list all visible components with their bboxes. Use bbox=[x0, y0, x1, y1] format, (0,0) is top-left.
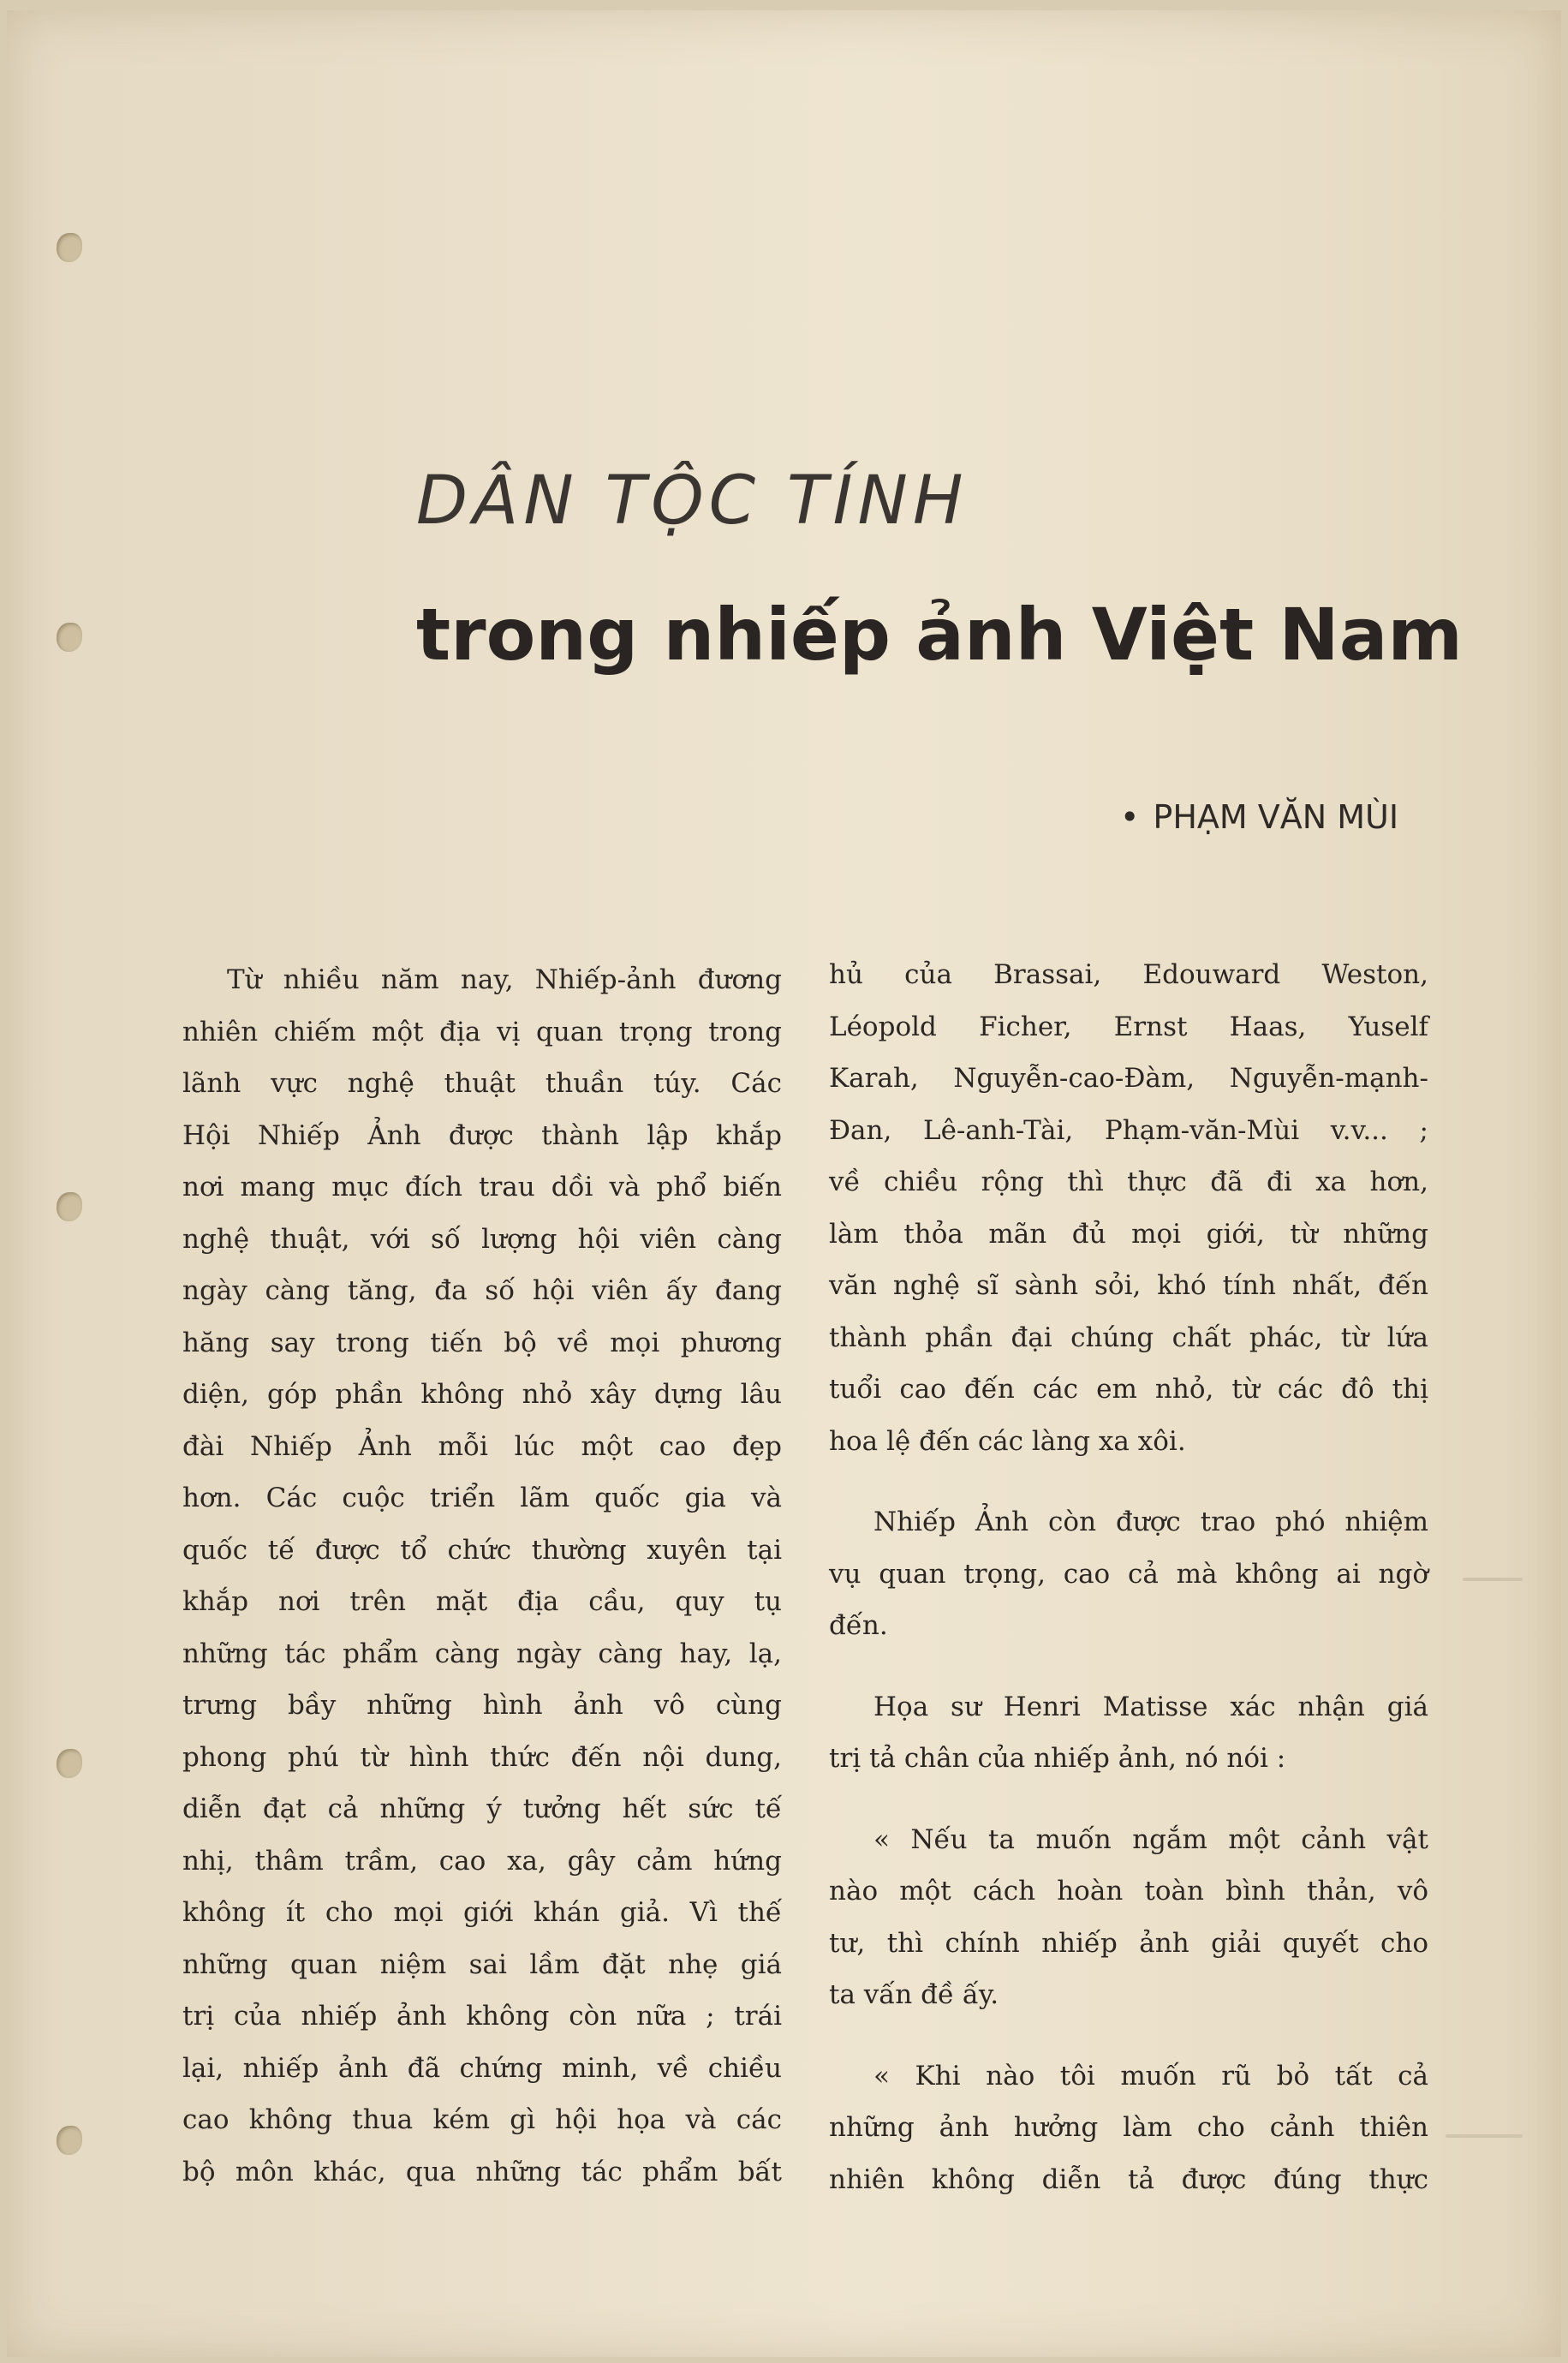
text-line: trưng bầy những hình ảnh vô cùng bbox=[182, 1690, 782, 1721]
paper-crease bbox=[1446, 2134, 1523, 2138]
text-line: khắp nơi trên mặt địa cầu, quy tụ bbox=[182, 1586, 782, 1617]
text-line: văn nghệ sĩ sành sỏi, khó tính nhất, đến bbox=[829, 1270, 1428, 1301]
text-line: trị của nhiếp ảnh không còn nữa ; trái bbox=[182, 2001, 782, 2032]
text-line: hoa lệ đến các làng xa xôi. bbox=[829, 1425, 1186, 1457]
text-line: trị tả chân của nhiếp ảnh, nó nói : bbox=[829, 1743, 1286, 1774]
text-line: phong phú từ hình thức đến nội dung, bbox=[182, 1741, 782, 1773]
paragraph-gap bbox=[829, 1467, 1428, 1496]
text-line: bộ môn khác, qua những tác phẩm bất bbox=[182, 2156, 782, 2187]
text-line: ta vấn đề ấy. bbox=[829, 1979, 999, 2010]
paragraph-gap bbox=[829, 1785, 1428, 1814]
paper-crease bbox=[1463, 1578, 1523, 1581]
text-line: những quan niệm sai lầm đặt nhẹ giá bbox=[182, 1948, 782, 1980]
author-byline bbox=[1120, 798, 1398, 836]
text-line: thành phần đại chúng chất phác, từ lứa bbox=[829, 1322, 1428, 1353]
text-line: ngày càng tăng, đa số hội viên ấy đang bbox=[182, 1275, 782, 1306]
text-line: cao không thua kém gì hội họa và các bbox=[182, 2104, 782, 2135]
text-line: những tác phẩm càng ngày càng hay, lạ, bbox=[182, 1638, 782, 1669]
bullet-icon: • bbox=[1120, 798, 1140, 836]
text-line: Hội Nhiếp Ảnh được thành lập khắp bbox=[182, 1119, 782, 1151]
text-line: không ít cho mọi giới khán giả. Vì thế bbox=[182, 1897, 782, 1928]
paragraph-gap bbox=[829, 2021, 1428, 2050]
text-line: Karah, Nguyễn-cao-Đàm, Nguyễn-mạnh- bbox=[829, 1063, 1428, 1094]
text-line: tuổi cao đến các em nhỏ, từ các đô thị bbox=[829, 1374, 1428, 1405]
text-line: nghệ thuật, với số lượng hội viên càng bbox=[182, 1223, 782, 1255]
text-line: nhiên chiếm một địa vị quan trọng trong bbox=[182, 1016, 782, 1047]
text-line: nơi mang mục đích trau dồi và phổ biến bbox=[182, 1172, 782, 1202]
text-line: diễn đạt cả những ý tưởng hết sức tế bbox=[182, 1793, 782, 1824]
magazine-page bbox=[7, 10, 1561, 2357]
text-line: nào một cách hoàn toàn bình thản, vô bbox=[829, 1876, 1428, 1907]
article-title-line2: trong nhiếp ảnh Việt Nam bbox=[416, 593, 1463, 677]
text-line: những ảnh hưởng làm cho cảnh thiên bbox=[829, 2112, 1428, 2143]
article-title-line1: DÂN TỘC TÍNH bbox=[416, 462, 969, 540]
punch-hole bbox=[57, 233, 82, 262]
text-line: Họa sư Henri Matisse xác nhận giá bbox=[873, 1691, 1428, 1722]
punch-hole bbox=[57, 2126, 82, 2155]
text-line: Từ nhiều năm nay, Nhiếp-ảnh đương bbox=[227, 964, 782, 995]
text-line: đến. bbox=[829, 1610, 888, 1641]
text-line: Đan, Lê-anh-Tài, Phạm-văn-Mùi v.v... ; bbox=[829, 1114, 1428, 1146]
text-line: nhị, thâm trầm, cao xa, gây cảm hứng bbox=[182, 1845, 782, 1877]
punch-hole bbox=[57, 1749, 82, 1778]
text-line: lại, nhiếp ảnh đã chứng minh, về chiều bbox=[182, 2052, 782, 2084]
text-line: về chiều rộng thì thực đã đi xa hơn, bbox=[829, 1167, 1428, 1197]
paragraph-gap bbox=[829, 1652, 1428, 1681]
text-line: « Khi nào tôi muốn rũ bỏ tất cả bbox=[873, 2060, 1428, 2091]
text-line: tư, thì chính nhiếp ảnh giải quyết cho bbox=[829, 1927, 1428, 1959]
text-line: lãnh vực nghệ thuật thuần túy. Các bbox=[182, 1068, 782, 1099]
text-line: hủ của Brassai, Edouward Weston, bbox=[829, 959, 1428, 990]
punch-hole bbox=[57, 1192, 82, 1221]
text-line: hơn. Các cuộc triển lãm quốc gia và bbox=[182, 1483, 782, 1513]
text-line: diện, góp phần không nhỏ xây dựng lâu bbox=[182, 1379, 782, 1410]
right-column bbox=[829, 949, 1428, 2205]
author-name: PHẠM VĂN MÙI bbox=[1153, 798, 1399, 836]
text-line: vụ quan trọng, cao cả mà không ai ngờ bbox=[829, 1558, 1428, 1590]
text-line: đài Nhiếp Ảnh mỗi lúc một cao đẹp bbox=[182, 1430, 782, 1462]
left-column bbox=[182, 954, 782, 2198]
text-line: « Nếu ta muốn ngắm một cảnh vật bbox=[873, 1823, 1428, 1855]
text-line: Nhiếp Ảnh còn được trao phó nhiệm bbox=[873, 1507, 1428, 1537]
punch-hole bbox=[57, 623, 82, 652]
text-line: quốc tế được tổ chức thường xuyên tại bbox=[182, 1534, 782, 1566]
text-line: hăng say trong tiến bộ về mọi phương bbox=[182, 1327, 782, 1358]
text-line: làm thỏa mãn đủ mọi giới, từ những bbox=[829, 1218, 1428, 1250]
text-line: nhiên không diễn tả được đúng thực bbox=[829, 2163, 1428, 2195]
text-line: Léopold Ficher, Ernst Haas, Yuself bbox=[829, 1011, 1428, 1042]
